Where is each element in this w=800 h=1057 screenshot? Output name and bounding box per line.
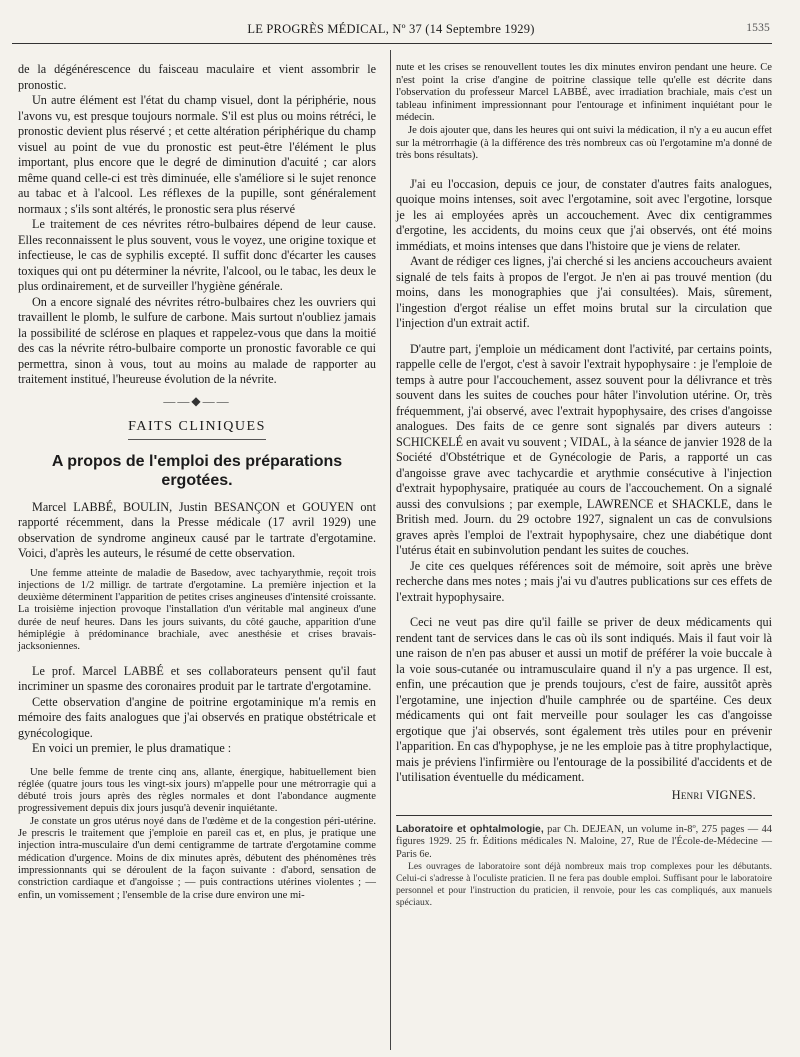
review-heading: Laboratoire et ophtalmologie, (396, 823, 544, 835)
paragraph: J'ai eu l'occasion, depuis ce jour, de constater d'autres faits analogues, quoique moins intenses, soit avec l'ergotamine, soit avec l'ergotine, lorsque je les ai employées après un accouchement. Avec dix centigrammes d'ergotine, les accidents, du moins ceux que j'ai observés, ont été moins immédiats, et moins intenses que dans l'histoire que je viens de relater. (396, 176, 772, 253)
section-underline (128, 439, 266, 440)
journal-title: LE PROGRÈS MÉDICAL, Nº 37 (14 Septembre 1929) (247, 22, 535, 36)
section-title: FAITS CLINIQUES (128, 418, 266, 434)
right-column (396, 62, 772, 909)
paragraph: Je constate un gros utérus noyé dans de l'œdème et de la congestion péri-utérine. Je prescris le traitement que j'emploie en pareil cas et, en plus, je pratique une injection intra-musculaire d'un demi centigramme de tartrate d'ergotamine comme médication d'urgence. Moins de dix minutes après, débutent des phénomènes très impressionnants qui se déroulent de la façon suivante : d'abord, sensation de constriction cardiaque et d'angoisse ; — puis contractions utérines violentes ; — enfin, un vomissement ; l'ensemble de la crise dure environ une mi- (18, 815, 376, 901)
paragraph: de la dégénérescence du faisceau maculaire et vient assombrir le pronostic. (18, 62, 376, 92)
left-column (18, 62, 376, 902)
case-continuation (396, 62, 772, 163)
review-reference (396, 824, 772, 862)
paragraph: En voici un premier, le plus dramatique : (32, 741, 232, 756)
paragraph: Une femme atteinte de maladie de Basedow, avec tachyarythmie, reçoit trois injections de 1/2 milligr. de tartrate d'ergotamine. La première injection et la deuxième déterminent l'apparition de petites crises angineuses d'intensité croissante. La troisième injection provoque l'installation d'un véritable mal angineux d'une durée de neuf heures. Dans les jours suivants, du côté gauche, apparition d'une hémiplégie à prédominance brachiale, avec anesthésie et crises bravais-jacksoniennes. (18, 567, 376, 653)
right-body (396, 177, 772, 786)
header-rule (12, 43, 772, 44)
paragraph: On a encore signalé des névrites rétro-bulbaires chez les ouvriers qui travaillent le plomb, le sulfure de carbone. Mais surtout n'oubliez jamais la possibilité de sclérose en plaques et rappelez-vous que dans la moitié des cas la névrite rétro-bulbaire comporte un pronostic favorable ce qui permettra, sinon à vous, tout au moins au malade de rapporter au traitement institué, l'heureuse évolution de la névrite. (18, 294, 376, 386)
paragraph: Ceci ne veut pas dire qu'il faille se priver de deux médicaments qui rendent tant de services dans le cas où ils sont indiqués. Mais il faut voir là une raison de n'en pas abuser et aussi un motif de préférer la voie buccale à la voie sous-cutanée ou intramusculaire quand il n'y a pas urgence. Il est, enfin, une précaution que je prends toujours, c'est de faire, aussitôt après l'ergotamine, une injection d'huile camphrée ou de spartéine. Ces deux médicaments qui ont fait merveille pour soulager les cas d'angoisse ergotique que j'ai observés, sont également très utiles pour en prévenir l'apparition. En cas d'hypophyse, je ne les emploie pas à titre prophylactique, mais je préviens l'infirmière ou l'entourage de la possibilité d'accidents et de l'utilisation éventuelle du médicament. (396, 615, 772, 785)
paragraph: Cette observation d'angine de poitrine ergotaminique m'a remis en mémoire des faits analogues que j'ai observés en pratique obstétricale et gynécologique. (18, 694, 376, 740)
page-header (12, 22, 770, 40)
review-divider (396, 815, 772, 816)
review-details: par Ch. DEJEAN, un volume in-8º, 275 pages — 44 figures 1929. 25 fr. Éditions médicales N. Maloine, 27, Rue de l'École-de-Médecine — Paris 6e. (396, 823, 773, 860)
book-review (396, 824, 772, 910)
column-divider (390, 50, 391, 1050)
case-detail (18, 767, 376, 902)
page-number: 1535 (746, 22, 770, 34)
paragraph: Avant de rédiger ces lignes, j'ai cherché si les anciens accoucheurs avaient signalé de tels faits à propos de l'ergot. Je n'en ai pas trouvé mention (du moins, dans les monographies que j'ai consultées). Mais, sûrement, l'ingestion d'ergot réalise un effet moins brutal sur la circulation que l'injection d'un extrait actif. (396, 254, 773, 331)
intro-section (18, 62, 376, 388)
paragraph: Le traitement de ces névrites rétro-bulbaires dépend de leur cause. Elles reconnaissent le plus souvent, vous le voyez, une origine toxique et infectieuse, le cas de syphilis excepté. Il suffit donc d'écarter les causes toxiques qui ont pu déterminer la névrite, l'alcool, ou le tabac, les deux le plus ordinairement, et de surveiller l'hygiène générale. (18, 217, 376, 293)
paragraph: Je dois ajouter que, dans les heures qui ont suivi la médication, il n'y a eu aucun effet sur la métrorrhagie (à la différence des très nombreux cas où l'ergotamine m'a donné de très bons résultats). (396, 124, 772, 162)
paragraph: Marcel LABBÉ, BOULIN, Justin BESANÇON et GOUYEN ont rapporté récemment, dans la Presse médicale (17 avril 1929) une observation de syndrome angineux causé par le tartrate d'ergotamine. Voici, d'après les auteurs, le résumé de cette observation. (18, 499, 376, 560)
article-intro (18, 500, 376, 562)
paragraph: Une belle femme de trente cinq ans, allante, énergique, habituellement bien réglée (quatre jours tous les vingt-six jours) m'appelle pour une métrorragie qui a débuté trois jours après des règles normales et dont l'abondance augmente progressivement depuis dix jours jusqu'à devenir inquiétante. (18, 766, 376, 815)
paragraph: Le prof. Marcel LABBÉ et ses collaborateurs pensent qu'il faut incriminer un spasme des coronaires produit par le tartrate d'ergotamine. (18, 663, 376, 694)
section-ornament: ——◆—— (163, 393, 231, 408)
paragraph: Un autre élément est l'état du champ visuel, dont la périphérie, nous l'avons vu, est presque toujours normale. S'il est plus ou moins rétréci, le pronostic devient plus réservé ; et cette altération périphérique du champ visuel au point de vue du pronostic est peut-être l'élément le plus important, plus encore que le degré de diminution d'acuité ; car alors même quand celle-ci est très diminuée, elle s'améliore si le sujet renonce au tabac et à l'alcool. Les réflexes de la pupille, sont généralement normaux ; s'ils sont altérés, le pronostic sera plus réservé (18, 93, 376, 216)
paragraph: Je cite ces quelques références soit de mémoire, soit après une brève recherche dans mes notes ; mais j'ai vu d'autres publications sur ces effets de l'extrait hypophysaire. (396, 558, 772, 604)
case-summary (18, 568, 376, 654)
paragraph: D'autre part, j'emploie un médicament dont l'activité, par certains points, rappelle celle de l'ergot, c'est à savoir l'extrait hypophysaire : je l'emploie de temps à autre pour l'accouchement, assez souvent pour la délivrance et très souvent dans les suites de couches pour hâter l'involution utérine. Or, très fréquemment, j'ai observé, avec l'extrait hypophysaire, des crises d'angoisse analogues. Des faits de ce genre sont signalés par divers auteurs : SCHICKELÉ en avait vu souvent ; VIDAL, à la séance de janvier 1928 de la Société d'Obstétrique et de Gynécologie de Paris, a rapporté un cas d'angoisse grave avec tachycardie et arythmie consécutive à l'injection d'extrait hypophysaire, pratiquée au cours de l'accouchement. On a signalé aussi des convulsions ; par exemple, LAWRENCE et SHACKLE, dans le British med. Journ. du 29 octobre 1927, signalent un cas de convulsions graves après l'emploi de l'extrait hypophysaire, chez une diabétique dont l'utérus était en subinvolution pendant les suites de couches. (396, 341, 772, 558)
author-signature: Henri VIGNES. (671, 787, 756, 802)
review-text: Les ouvrages de laboratoire sont déjà nombreux mais trop complexes pour les débutants. Celui-ci s'adresse à l'oculiste praticien. Il ne fera pas double emploi. Suffisant pour le laboratoire personnel et pour l'instruction du praticien, il renvoie, pour les cas compliqués, aux manuels spéciaux. (396, 861, 772, 909)
article-body (18, 664, 376, 757)
paragraph: nute et les crises se renouvellent toutes les dix minutes environ pendant une heure. Ce n'est point la crise d'angine de poitrine classique telle qu'elle est décrite dans l'observation du professeur Marcel LABBÉ, avec irradiation brachiale, mais c'est un tableau infiniment impressionnant pour l'entourage et infiniment inquiétant pour le médecin. (396, 62, 772, 124)
article-title: A propos de l'emploi des préparations ergotées. (51, 452, 343, 489)
